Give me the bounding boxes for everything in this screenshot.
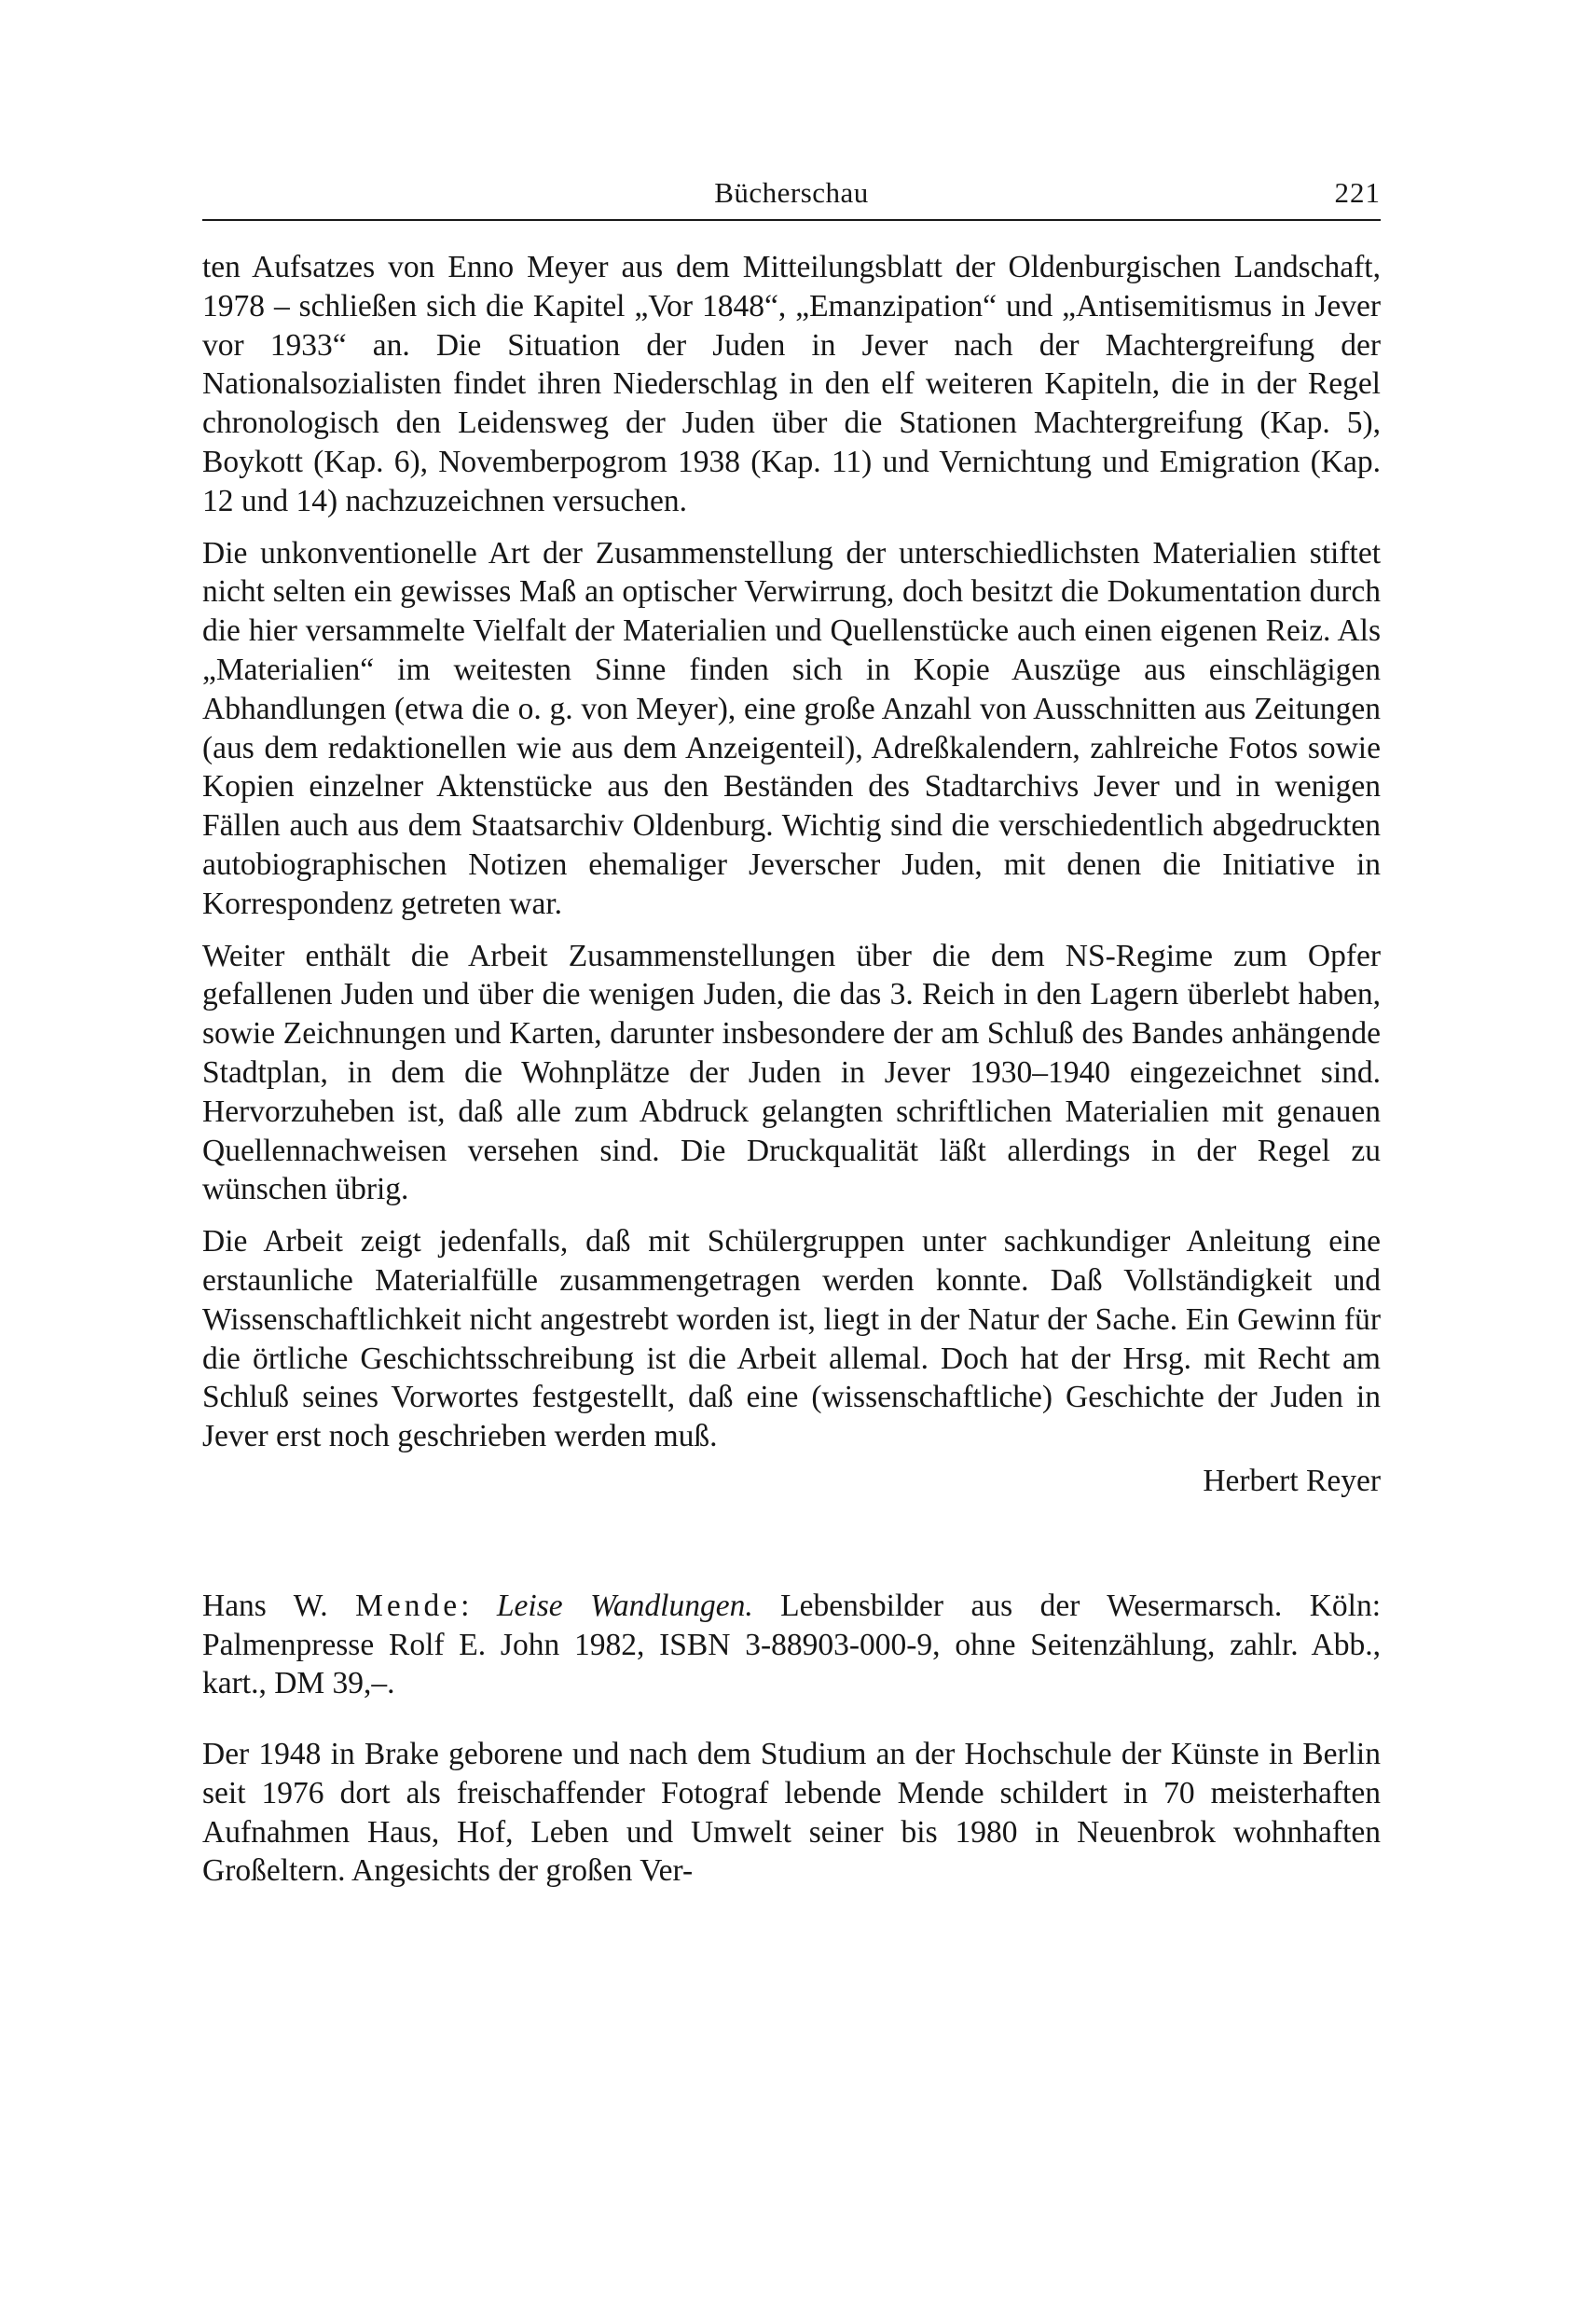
reviewer-signature: Herbert Reyer <box>1203 1463 1381 1498</box>
review-paragraph-2: Die unkonventionelle Art der Zusammenstellung der unterschiedlichsten Materialien stiftet nicht selten ein gewisses Maß an optischer Verwirrung, doch besitzt die Dokumentation durch die hier versammelte Vielfalt der Materialien und Quellenstücke auch einen eigenen Reiz. Als „Materialien“ im weitesten Sinne finden sich in Kopie Auszüge aus einschlägigen Abhandlungen (etwa die o. g. von Meyer), eine große Anzahl von Ausschnitten aus Zeitungen (aus dem redaktionellen wie aus dem Anzeigenteil), Adreßkalendern, zahlreiche Fotos sowie Kopien einzelner Aktenstücke aus den Beständen des Stadtarchivs Jever und in wenigen Fällen auch aus dem Staatsarchiv Oldenburg. Wichtig sind die verschiedentlich abgedruckten autobiographischen Notizen ehemaliger Jeverscher Juden, mit denen die Initiative in Korrespondenz getreten war. <box>202 535 1381 921</box>
page <box>202 0 1381 2312</box>
publication-details: Lebensbilder aus der Wesermarsch. Köln: Palmenpresse Rolf E. John 1982, ISBN 3-88903-000-9, ohne Seitenzählung, zahlr. Abb., kart., DM 39,–. <box>202 1588 1381 1701</box>
review2-paragraph-1: Der 1948 in Brake geborene und nach dem Studium an der Hochschule der Künste in Berlin seit 1976 dort als freischaffender Fotograf lebende Mende schildert in 70 meisterhaften Aufnahmen Haus, Hof, Leben und Umwelt seiner bis 1980 in Neuenbrok wohnhaften Großeltern. Angesichts der großen Ver- <box>202 1737 1381 1889</box>
running-head <box>202 172 1381 221</box>
review-paragraph-3: Weiter enthält die Arbeit Zusammenstellungen über die dem NS-Regime zum Opfer gefallenen Juden und über die wenigen Juden, die das 3. Reich in den Lagern überlebt haben, sowie Zeichnungen und Karten, darunter insbesondere der am Schluß des Bandes anhängende Stadtplan, in dem die Wohnplätze der Juden in Jever 1930–1940 eingezeichnet sind. Hervorzuheben ist, daß alle zum Abdruck gelangten schriftlichen Materialien mit genauen Quellennachweisen versehen sind. Die Druckqualität läßt allerdings in der Regel zu wünschen übrig. <box>202 938 1381 1207</box>
review-paragraph-4: Die Arbeit zeigt jedenfalls, daß mit Schülergruppen unter sachkundiger Anleitung eine erstaunliche Materialfülle zusammengetragen werden konnte. Daß Vollständigkeit und Wissenschaftlichkeit nicht angestrebt worden ist, liegt in der Natur der Sache. Ein Gewinn für die örtliche Geschichtsschreibung ist die Arbeit allemal. Doch hat der Hrsg. mit Recht am Schluß seines Vorwortes festgestellt, daß eine (wissenschaftliche) Geschichte der Juden in Jever erst noch geschrieben werden muß. <box>202 1224 1381 1454</box>
review-leise-wandlungen <box>202 1735 1381 1891</box>
book-title: Leise Wandlungen. <box>496 1588 753 1623</box>
author-first-name: Hans W. <box>202 1588 328 1623</box>
page-body <box>202 248 1381 1891</box>
page-number: 221 <box>1334 176 1381 209</box>
author-last-name: Mende <box>355 1588 461 1623</box>
title-separator: : <box>461 1588 497 1623</box>
bibliographic-entry <box>202 1587 1381 1703</box>
review-jever-juden <box>202 248 1381 1501</box>
running-title: Bücherschau <box>714 176 869 209</box>
review-paragraph-1: ten Aufsatzes von Enno Meyer aus dem Mitteilungsblatt der Oldenburgischen Landschaft, 1978 – schließen sich die Kapitel „Vor 1848“, „Emanzipation“ und „Antisemitismus in Jever vor 1933“ an. Die Situation der Juden in Jever nach der Machtergreifung der Nationalsozialisten findet ihren Niederschlag in den elf weiteren Kapiteln, die in der Regel chronologisch den Leidensweg der Juden über die Stationen Machtergreifung (Kap. 5), Boykott (Kap. 6), Novemberpogrom 1938 (Kap. 11) und Vernichtung und Emigration (Kap. 12 und 14) nachzuzeichnen versuchen. <box>202 250 1381 518</box>
